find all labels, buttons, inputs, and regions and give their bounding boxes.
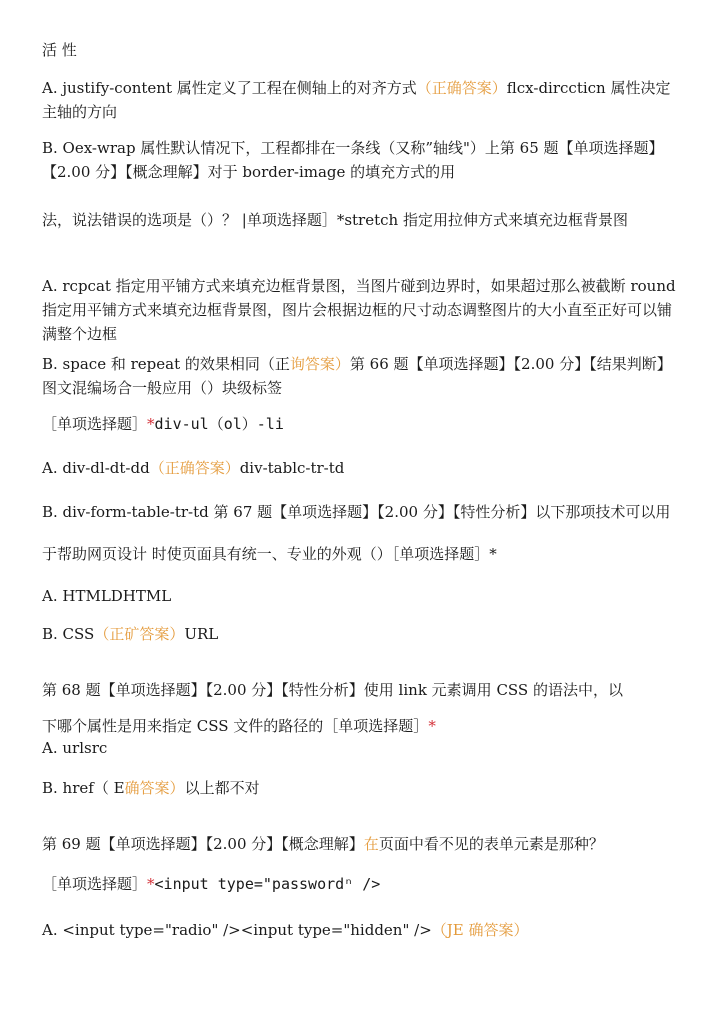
text: 法，说法错误的选项是（）？ |单项选择题］*stretch 指定用拉伸方式来填充边框背景图	[42, 211, 628, 229]
text: B. CSS	[42, 625, 95, 643]
highlight-char: 在	[363, 835, 379, 853]
text: ［单项选择题］	[42, 415, 148, 433]
option-b	[42, 776, 682, 800]
text: 活 性	[42, 41, 77, 59]
answer-mark: （正确答案）	[416, 79, 507, 97]
text: 第 66 题【单项选择题】【2.00 分】【结果判断】图文混编场合一般应用（）块级标签	[42, 355, 672, 397]
required-asterisk: *	[428, 717, 436, 735]
option-a	[42, 584, 682, 608]
question-text	[42, 714, 682, 738]
text: ［单项选择题］	[42, 875, 148, 893]
text: 页面中看不见的表单元素是那种？	[378, 835, 604, 853]
question-type	[42, 412, 682, 436]
answer-mark: 询答案）	[289, 355, 350, 373]
code-text: <input type="passwordⁿ />	[154, 875, 381, 893]
text: flcx-dirccticn 属性决定主轴的方向	[42, 79, 671, 121]
question-text	[42, 542, 682, 566]
text: B. div-form-table-tr-td 第 67 题【单项选择题】【2.00 分】【特性分析】以下那项技术可以用	[42, 503, 671, 521]
text: 第 69 题【单项选择题】【2.00 分】【概念理解】	[42, 835, 364, 853]
text: A. rcpcat 指定用平铺方式来填充边框背景图，当图片碰到边界时，如果超过那么被截断 round 指定用平铺方式来填充边框背景图，图片会根据边框的尺寸动态调整图片的大小直至正好可以铺满整个边框	[42, 277, 676, 343]
text: A. div-dl-dt-dd	[42, 459, 150, 477]
option-b	[42, 622, 682, 646]
option-a	[42, 918, 682, 942]
text: A. urlsrc	[42, 739, 108, 757]
option-b	[42, 500, 682, 524]
text: B. Oex-wrap 属性默认情况下，工程都排在一条线（又称”轴线"）上第 65 题【单项选择题】【2.00 分】【概念理解】对于 border-image 的填充方式的用	[42, 139, 664, 181]
text: B. href（ E	[42, 779, 125, 797]
question-text	[42, 208, 682, 232]
question-heading	[42, 832, 682, 856]
question-type	[42, 872, 682, 896]
option-a	[42, 76, 682, 124]
text: A. justify-content 属性定义了工程在侧轴上的对齐方式	[42, 79, 417, 97]
option-a	[42, 274, 682, 346]
answer-mark: （JE 确答案）	[431, 921, 529, 939]
text: A. <input type="radio" /><input type="hidden" />	[42, 921, 432, 939]
text: B. space 和 repeat 的效果相同（正	[42, 355, 290, 373]
text: URL	[184, 625, 219, 643]
text: A. HTMLDHTML	[42, 587, 172, 605]
question-heading	[42, 678, 682, 702]
answer-mark: 确答案）	[124, 779, 185, 797]
text: 第 68 题【单项选择题】【2.00 分】【特性分析】使用 link 元素调用 CSS 的语法中，以	[42, 681, 623, 699]
text: div-tablc-tr-td	[239, 459, 345, 477]
paragraph	[42, 38, 682, 62]
option-a	[42, 456, 682, 480]
option-b	[42, 136, 682, 184]
option-a	[42, 736, 682, 760]
text: 下哪个属性是用来指定 CSS 文件的路径的［单项选择题］	[42, 717, 429, 735]
code-text: div-ul（ol）-li	[154, 415, 284, 433]
answer-mark: （正确答案）	[149, 459, 240, 477]
option-b	[42, 352, 682, 400]
answer-mark: （正矿答案）	[94, 625, 185, 643]
required-asterisk: *	[147, 415, 155, 433]
text: 于帮助网页设计 时使页面具有统一、专业的外观（）［单项选择题］*	[42, 545, 497, 563]
required-asterisk: *	[147, 875, 155, 893]
text: 以上都不对	[184, 779, 260, 797]
